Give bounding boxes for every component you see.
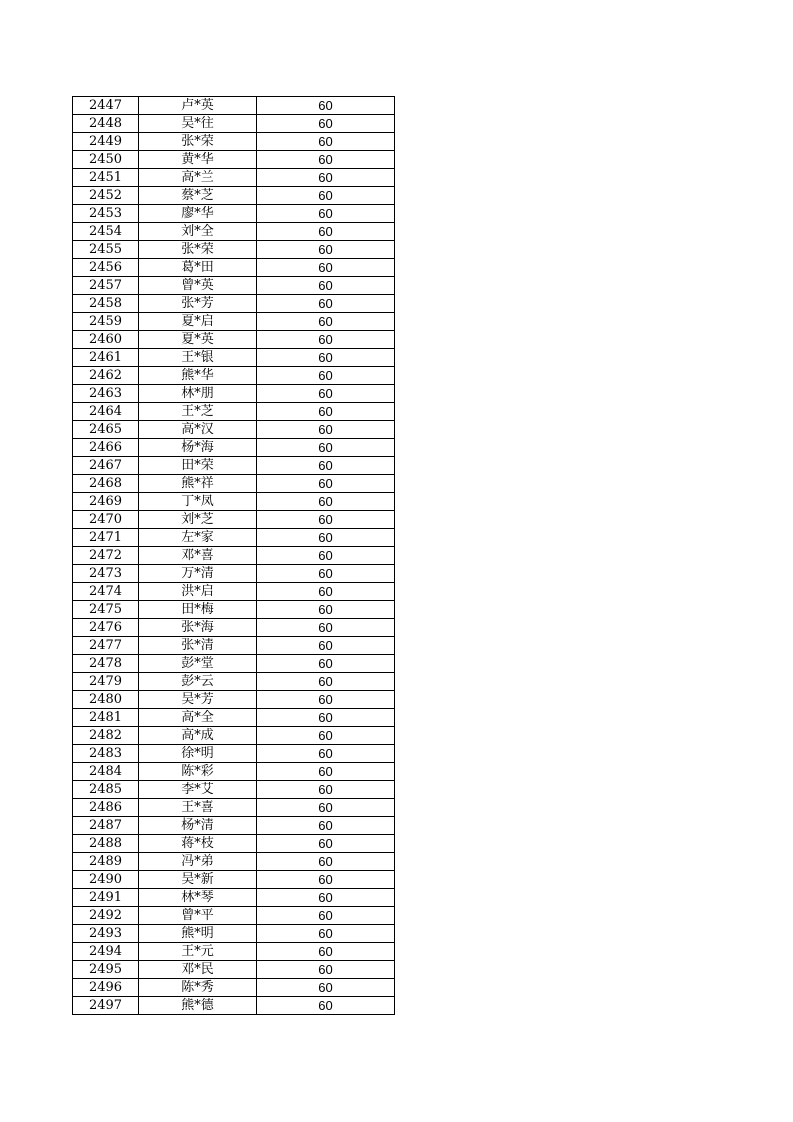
name-cell: 刘*全 [139,223,257,241]
row-number-cell: 2475 [73,601,139,619]
row-number-cell: 2484 [73,763,139,781]
table-row [73,979,395,997]
name-cell: 王*芝 [139,403,257,421]
table-row [73,385,395,403]
table-row [73,745,395,763]
name-cell: 丁*凤 [139,493,257,511]
amount-cell: 60 [257,799,395,817]
amount-cell: 60 [257,97,395,115]
name-cell: 熊*祥 [139,475,257,493]
row-number-cell: 2462 [73,367,139,385]
name-cell: 邓*喜 [139,547,257,565]
table-row [73,673,395,691]
row-number-cell: 2461 [73,349,139,367]
row-number-cell: 2489 [73,853,139,871]
row-number-cell: 2465 [73,421,139,439]
row-number-cell: 2496 [73,979,139,997]
amount-cell: 60 [257,277,395,295]
amount-cell: 60 [257,997,395,1015]
name-cell: 葛*田 [139,259,257,277]
table-row [73,295,395,313]
amount-cell: 60 [257,223,395,241]
name-cell: 王*元 [139,943,257,961]
name-cell: 曾*平 [139,907,257,925]
table-row [73,421,395,439]
amount-cell: 60 [257,259,395,277]
amount-cell: 60 [257,331,395,349]
name-cell: 林*朋 [139,385,257,403]
table-row [73,313,395,331]
row-number-cell: 2449 [73,133,139,151]
name-cell: 高*成 [139,727,257,745]
amount-cell: 60 [257,151,395,169]
amount-cell: 60 [257,493,395,511]
row-number-cell: 2467 [73,457,139,475]
table-row [73,637,395,655]
table-row [73,97,395,115]
amount-cell: 60 [257,295,395,313]
name-cell: 廖*华 [139,205,257,223]
row-number-cell: 2469 [73,493,139,511]
row-number-cell: 2479 [73,673,139,691]
amount-cell: 60 [257,583,395,601]
table-row [73,331,395,349]
name-cell: 张*海 [139,619,257,637]
table-row [73,115,395,133]
table-row [73,583,395,601]
row-number-cell: 2485 [73,781,139,799]
table-row [73,709,395,727]
row-number-cell: 2447 [73,97,139,115]
table-row [73,691,395,709]
amount-cell: 60 [257,187,395,205]
row-number-cell: 2494 [73,943,139,961]
name-cell: 杨*清 [139,817,257,835]
amount-cell: 60 [257,115,395,133]
amount-cell: 60 [257,907,395,925]
table-row [73,655,395,673]
row-number-cell: 2455 [73,241,139,259]
table-row [73,961,395,979]
table-row [73,835,395,853]
amount-cell: 60 [257,655,395,673]
row-number-cell: 2450 [73,151,139,169]
table-row [73,493,395,511]
row-number-cell: 2476 [73,619,139,637]
amount-cell: 60 [257,745,395,763]
amount-cell: 60 [257,781,395,799]
name-cell: 刘*芝 [139,511,257,529]
table-row [73,727,395,745]
amount-cell: 60 [257,511,395,529]
name-cell: 黄*华 [139,151,257,169]
amount-cell: 60 [257,727,395,745]
table-row [73,871,395,889]
name-cell: 夏*启 [139,313,257,331]
row-number-cell: 2493 [73,925,139,943]
row-number-cell: 2457 [73,277,139,295]
amount-cell: 60 [257,709,395,727]
name-cell: 吴*芳 [139,691,257,709]
row-number-cell: 2448 [73,115,139,133]
row-number-cell: 2482 [73,727,139,745]
amount-cell: 60 [257,763,395,781]
amount-cell: 60 [257,601,395,619]
row-number-cell: 2481 [73,709,139,727]
amount-cell: 60 [257,169,395,187]
amount-cell: 60 [257,439,395,457]
name-cell: 熊*明 [139,925,257,943]
name-cell: 彭*堂 [139,655,257,673]
amount-cell: 60 [257,349,395,367]
amount-cell: 60 [257,547,395,565]
row-number-cell: 2477 [73,637,139,655]
name-cell: 杨*海 [139,439,257,457]
name-cell: 徐*明 [139,745,257,763]
amount-cell: 60 [257,565,395,583]
amount-cell: 60 [257,241,395,259]
table-row [73,889,395,907]
table-row [73,853,395,871]
amount-cell: 60 [257,817,395,835]
name-cell: 高*汉 [139,421,257,439]
table-row [73,997,395,1015]
table-row [73,241,395,259]
name-cell: 彭*云 [139,673,257,691]
row-number-cell: 2487 [73,817,139,835]
row-number-cell: 2483 [73,745,139,763]
table-row [73,205,395,223]
table-row [73,349,395,367]
name-cell: 夏*英 [139,331,257,349]
amount-cell: 60 [257,835,395,853]
row-number-cell: 2490 [73,871,139,889]
name-cell: 田*荣 [139,457,257,475]
amount-cell: 60 [257,421,395,439]
table-row [73,619,395,637]
amount-cell: 60 [257,403,395,421]
row-number-cell: 2458 [73,295,139,313]
name-cell: 王*银 [139,349,257,367]
name-cell: 万*清 [139,565,257,583]
amount-cell: 60 [257,637,395,655]
name-cell: 蔡*芝 [139,187,257,205]
amount-cell: 60 [257,619,395,637]
amount-cell: 60 [257,961,395,979]
table-row [73,151,395,169]
amount-cell: 60 [257,673,395,691]
name-cell: 吴*新 [139,871,257,889]
row-number-cell: 2478 [73,655,139,673]
row-number-cell: 2470 [73,511,139,529]
table-row [73,169,395,187]
name-cell: 陈*秀 [139,979,257,997]
name-cell: 张*荣 [139,241,257,259]
row-number-cell: 2452 [73,187,139,205]
row-number-cell: 2456 [73,259,139,277]
row-number-cell: 2491 [73,889,139,907]
name-cell: 冯*弟 [139,853,257,871]
name-cell: 左*家 [139,529,257,547]
table-row [73,799,395,817]
row-number-cell: 2460 [73,331,139,349]
name-cell: 高*全 [139,709,257,727]
table-row [73,529,395,547]
table-row [73,223,395,241]
amount-cell: 60 [257,691,395,709]
row-number-cell: 2459 [73,313,139,331]
table-row [73,547,395,565]
row-number-cell: 2463 [73,385,139,403]
amount-cell: 60 [257,871,395,889]
name-cell: 蒋*枝 [139,835,257,853]
table-row [73,259,395,277]
row-number-cell: 2451 [73,169,139,187]
name-cell: 洪*启 [139,583,257,601]
row-number-cell: 2471 [73,529,139,547]
name-cell: 陈*彩 [139,763,257,781]
amount-cell: 60 [257,385,395,403]
table-row [73,439,395,457]
name-cell: 熊*德 [139,997,257,1015]
row-number-cell: 2454 [73,223,139,241]
row-number-cell: 2488 [73,835,139,853]
amount-cell: 60 [257,853,395,871]
row-number-cell: 2472 [73,547,139,565]
amount-cell: 60 [257,889,395,907]
row-number-cell: 2464 [73,403,139,421]
row-number-cell: 2466 [73,439,139,457]
amount-cell: 60 [257,529,395,547]
row-number-cell: 2480 [73,691,139,709]
name-cell: 李*艾 [139,781,257,799]
table-row [73,763,395,781]
row-number-cell: 2497 [73,997,139,1015]
table-row [73,367,395,385]
name-cell: 高*兰 [139,169,257,187]
name-cell: 张*芳 [139,295,257,313]
data-table [72,96,395,1015]
table-row [73,511,395,529]
row-number-cell: 2473 [73,565,139,583]
row-number-cell: 2486 [73,799,139,817]
row-number-cell: 2492 [73,907,139,925]
name-cell: 熊*华 [139,367,257,385]
table-row [73,925,395,943]
table-row [73,403,395,421]
amount-cell: 60 [257,475,395,493]
amount-cell: 60 [257,925,395,943]
table-row [73,277,395,295]
table-row [73,943,395,961]
amount-cell: 60 [257,367,395,385]
amount-cell: 60 [257,457,395,475]
table-row [73,565,395,583]
amount-cell: 60 [257,979,395,997]
name-cell: 王*喜 [139,799,257,817]
table-row [73,907,395,925]
table-row [73,601,395,619]
row-number-cell: 2495 [73,961,139,979]
row-number-cell: 2474 [73,583,139,601]
table-row [73,133,395,151]
name-cell: 张*荣 [139,133,257,151]
row-number-cell: 2453 [73,205,139,223]
amount-cell: 60 [257,313,395,331]
name-cell: 林*琴 [139,889,257,907]
name-cell: 吴*往 [139,115,257,133]
name-cell: 邓*民 [139,961,257,979]
amount-cell: 60 [257,205,395,223]
name-cell: 曾*英 [139,277,257,295]
name-cell: 张*清 [139,637,257,655]
table-row [73,475,395,493]
table-row [73,781,395,799]
amount-cell: 60 [257,133,395,151]
table-body [73,97,395,1015]
table-row [73,817,395,835]
name-cell: 田*梅 [139,601,257,619]
table-row [73,187,395,205]
name-cell: 卢*英 [139,97,257,115]
table-row [73,457,395,475]
amount-cell: 60 [257,943,395,961]
row-number-cell: 2468 [73,475,139,493]
